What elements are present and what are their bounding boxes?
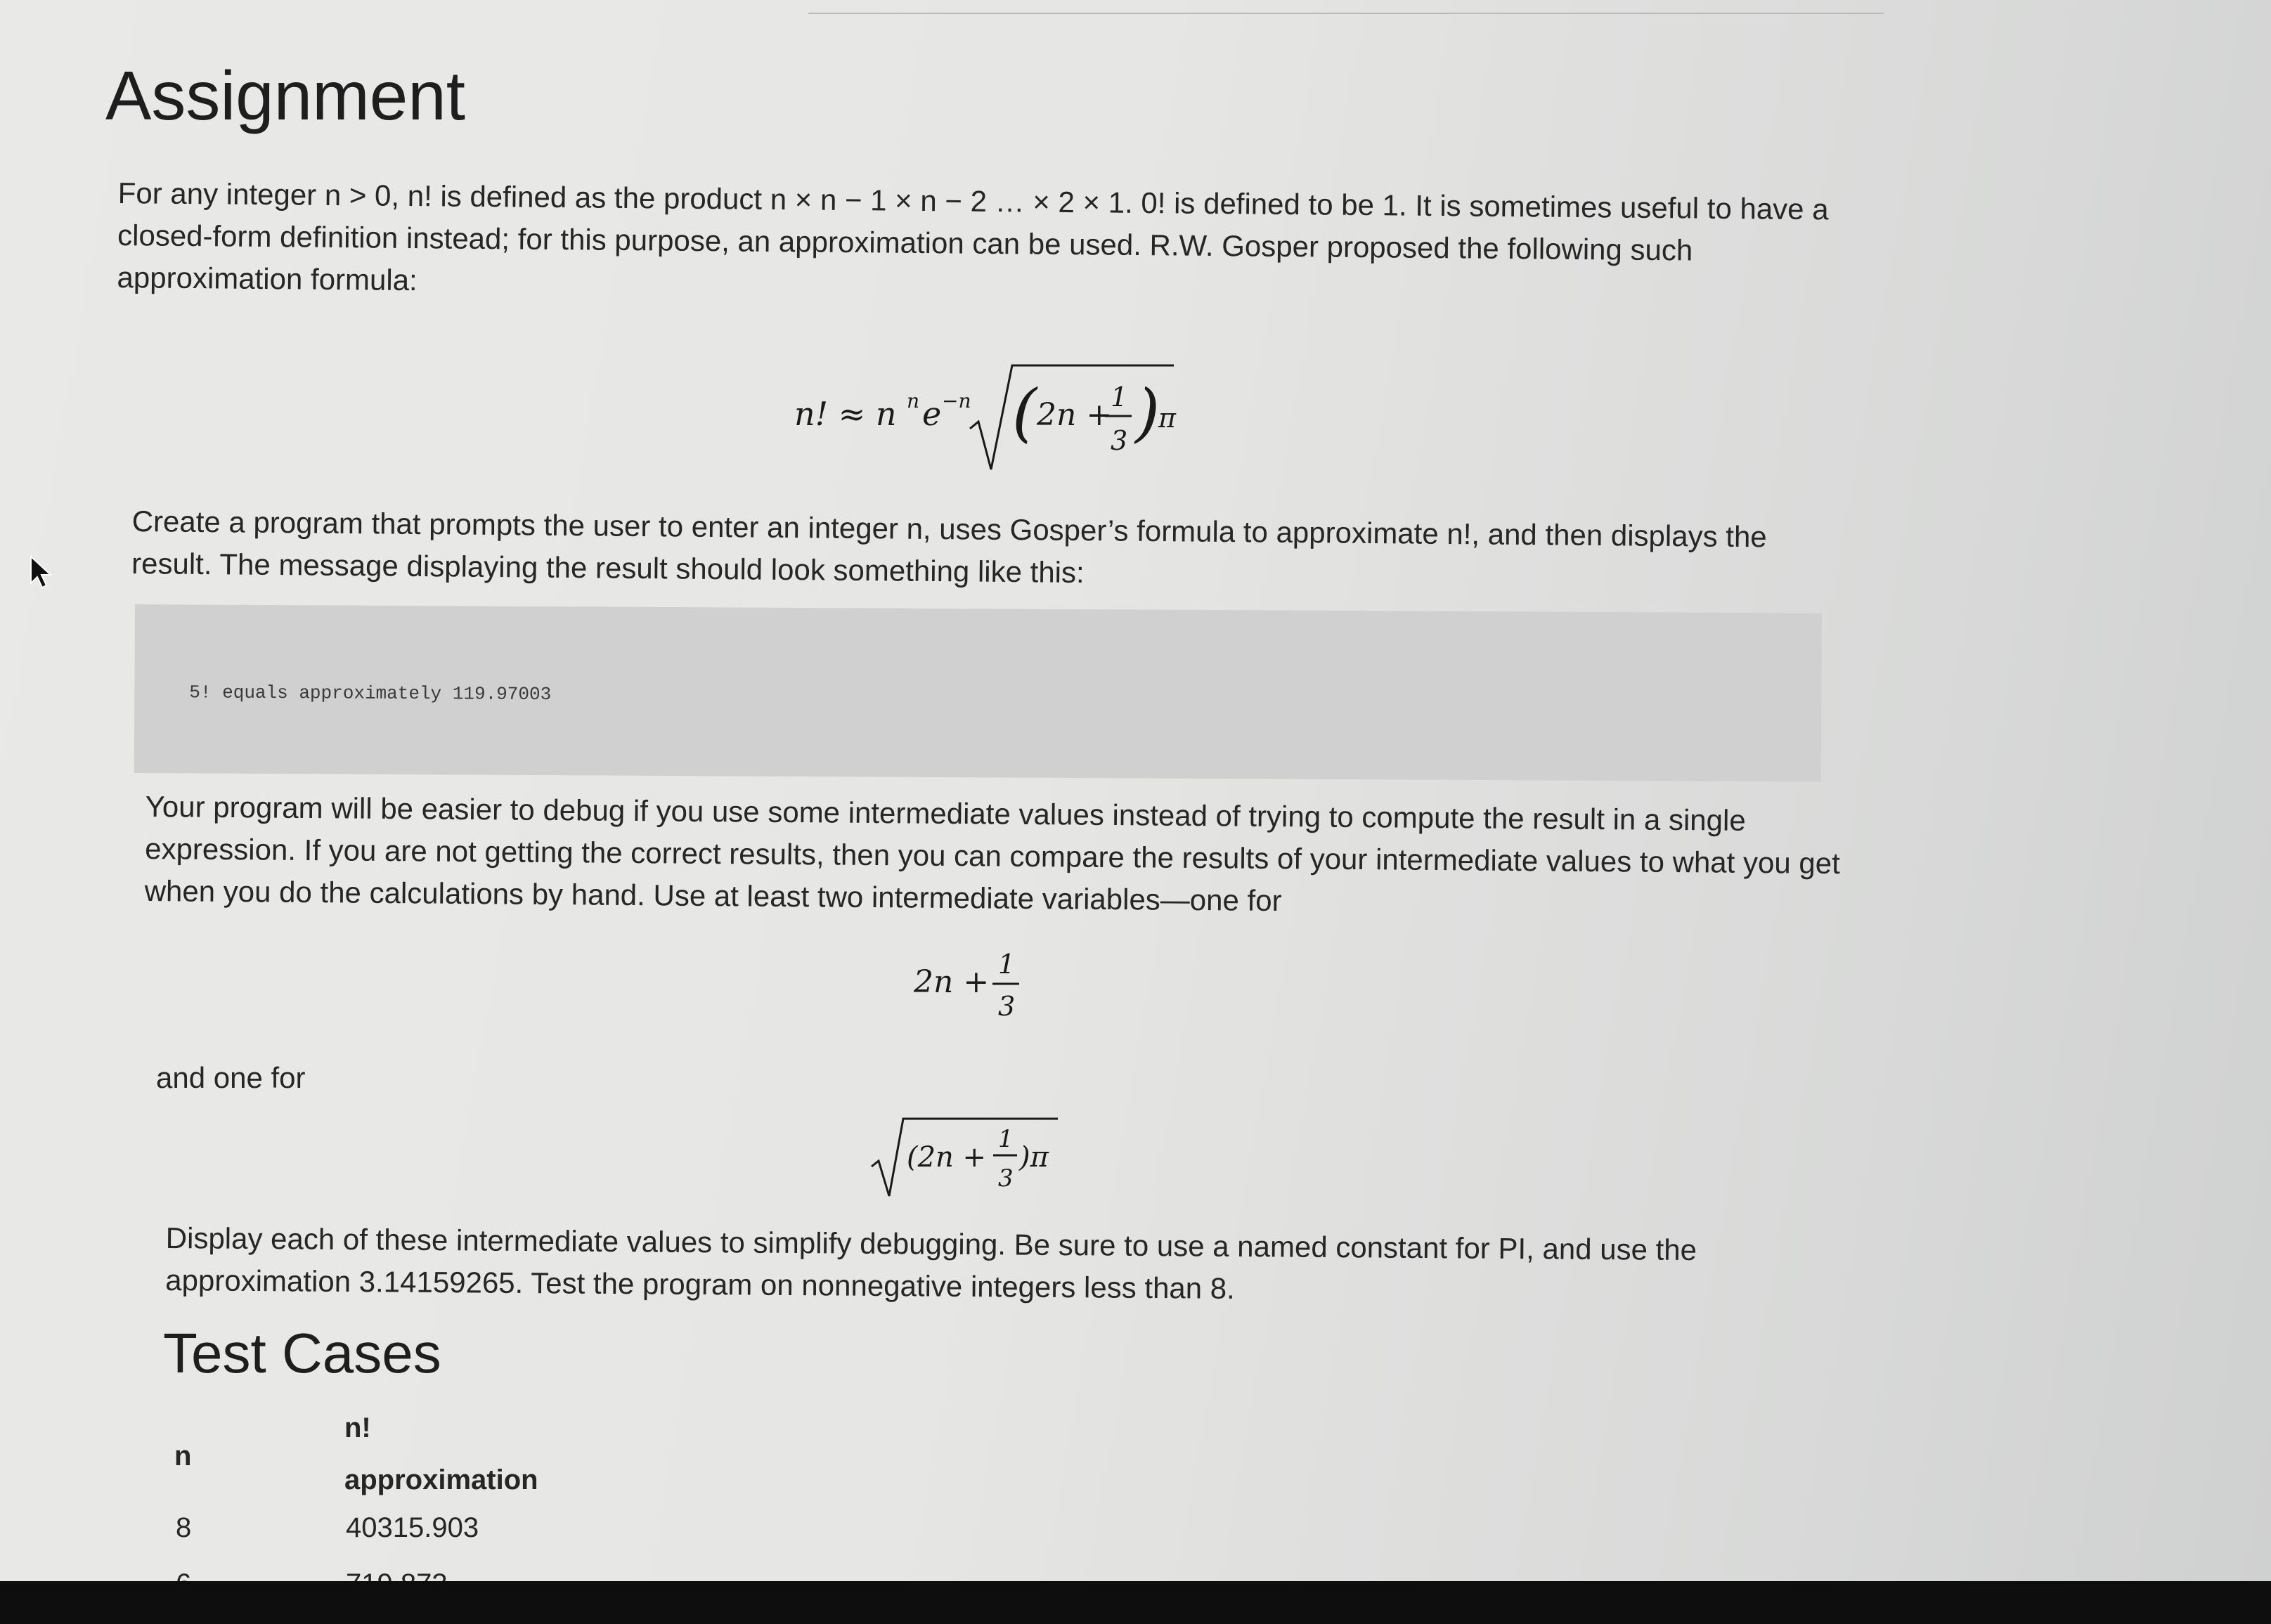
svg-text:)π: )π [1019,1141,1049,1174]
and-one-for-label: and one for [156,1061,306,1094]
svg-text:(: ( [1012,376,1037,450]
svg-text:n! ≈ n: n! ≈ n [794,395,897,433]
task-paragraph: Create a program that prompts the user to enter an integer n, uses Gosper’s formula to approximate n!, and then displays the result. The message displaying the result should look something like this: [131,504,1767,590]
intermediate-formula-1 [907,942,1040,1033]
table-cell-approx: 40315.903 [346,1512,479,1543]
svg-text:3: 3 [1111,425,1128,456]
display-paragraph: Display each of these intermediate values to simplify debugging. Be sure to use a named constant for PI, and use the approximation 3.14159265. Test the program on nonnegative integers less than 8. [165,1221,1697,1305]
svg-text:n: n [907,389,920,413]
svg-text:π: π [1158,403,1176,434]
gosper-formula [780,351,1188,478]
svg-text:1: 1 [998,949,1016,980]
svg-text:2n +: 2n + [914,964,990,1000]
svg-text:3: 3 [998,991,1016,1022]
test-cases-title: Test Cases [163,1322,441,1384]
svg-text:2n +: 2n + [1037,397,1113,433]
column-header-approximation: approximation [344,1464,538,1495]
intermediate-formula-2 [868,1110,1072,1202]
intro-paragraph: For any integer n > 0, n! is defined as the product n × n − 1 × n − 2 … × 2 × 1. 0! is defined to be 1. It is sometimes useful to have a closed-form definition instead; for this purpose, an approximation can be used. R.W. Gosper proposed the following such approximation formula: [117,176,1829,297]
svg-text:−n: −n [942,389,971,413]
sample-output-text: 5! equals approximately 119.97003 [189,682,552,706]
column-header-n-factorial: n! [344,1412,371,1443]
svg-text:e: e [922,395,942,433]
debug-paragraph: Your program will be easier to debug if you use some intermediate values instead of trying to compute the result in a single expression. If you are not getting the correct results, then you can compare the results of your intermediate values to what you get when you do the calculations by hand. Use at least two intermediate variables—one for [144,789,1840,918]
svg-text:1: 1 [998,1125,1014,1153]
svg-text:3: 3 [998,1164,1014,1193]
svg-text:): ) [1135,376,1160,450]
table-cell-n: 8 [176,1512,192,1543]
svg-text:1: 1 [1111,382,1128,413]
monitor-bezel [0,1581,2271,1624]
sample-output-box [134,604,1822,782]
svg-text:(2n +: (2n + [907,1141,987,1174]
column-header-n: n [174,1441,192,1472]
page-title: Assignment [105,57,466,134]
